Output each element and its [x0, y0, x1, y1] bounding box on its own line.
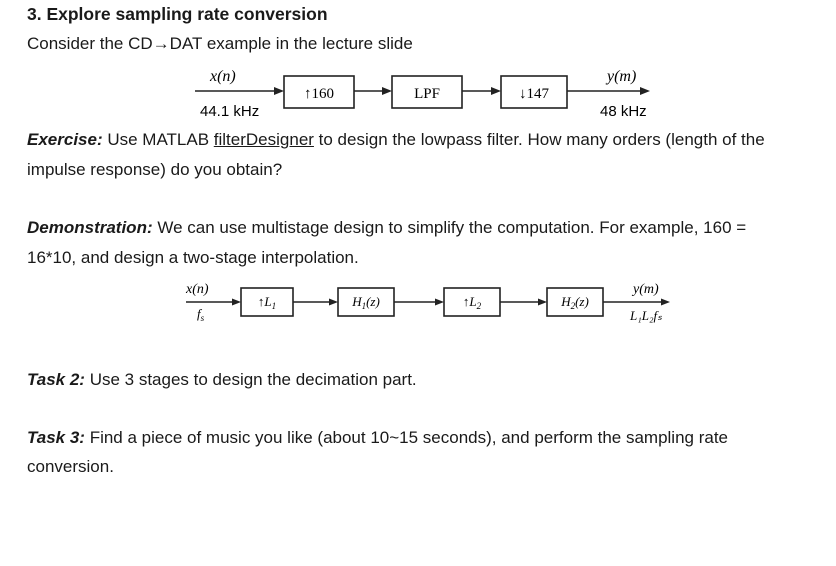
- downsample-147-label: ↓147: [519, 86, 549, 102]
- demonstration-label: Demonstration:: [27, 218, 153, 237]
- task2-label: Task 2:: [27, 370, 85, 389]
- diagram2-output-signal: y(m): [633, 282, 659, 297]
- filterdesigner-link[interactable]: filterDesigner: [213, 130, 314, 149]
- upsample-l2-label: $↑L_2$: [462, 294, 482, 311]
- task2-paragraph: Task 2: Use 3 stages to design the decimation part.: [27, 370, 417, 389]
- diagram1-output-rate: 48 kHz: [600, 103, 647, 120]
- diagram2-output-rate: L₁L₂fₛ: [630, 308, 662, 323]
- task3-label: Task 3:: [27, 428, 85, 447]
- diagram1-input-signal: x(n): [210, 68, 236, 85]
- task3-line-2: conversion.: [27, 457, 114, 476]
- upsample-160-label: ↑160: [304, 86, 334, 102]
- diagram1-output-signal: y(m): [607, 68, 637, 85]
- demonstration-line-2: 16*10, and design a two-stage interpolation.: [27, 248, 359, 267]
- diagram2-input-rate: $f_s$: [197, 306, 205, 323]
- exercise-label: Exercise:: [27, 130, 103, 149]
- demonstration-paragraph: Demonstration: We can use multistage design to simplify the computation. For example, 160 =: [27, 218, 747, 237]
- filter-h1-label: $H_1(z)$: [352, 294, 380, 311]
- lpf-label: LPF: [414, 86, 440, 102]
- exercise-line-2: impulse response) do you obtain?: [27, 160, 283, 179]
- diagram1-input-rate: 44.1 kHz: [200, 103, 260, 120]
- diagram2-input-signal: x(n): [186, 282, 209, 297]
- task3-paragraph: Task 3: Find a piece of music you like (about 10~15 seconds), and perform the sampling rate: [27, 428, 729, 447]
- upsample-l1-label: $↑L_1$: [257, 294, 277, 311]
- filter-h2-label: $H_2(z)$: [561, 294, 589, 311]
- section-heading: 3. Explore sampling rate conversion: [27, 4, 328, 24]
- exercise-paragraph: Exercise: Use MATLAB filterDesigner to design the lowpass filter. How many orders (length of the: [27, 130, 765, 149]
- intro-text: Consider the CD→DAT example in the lecture slide: [27, 34, 413, 53]
